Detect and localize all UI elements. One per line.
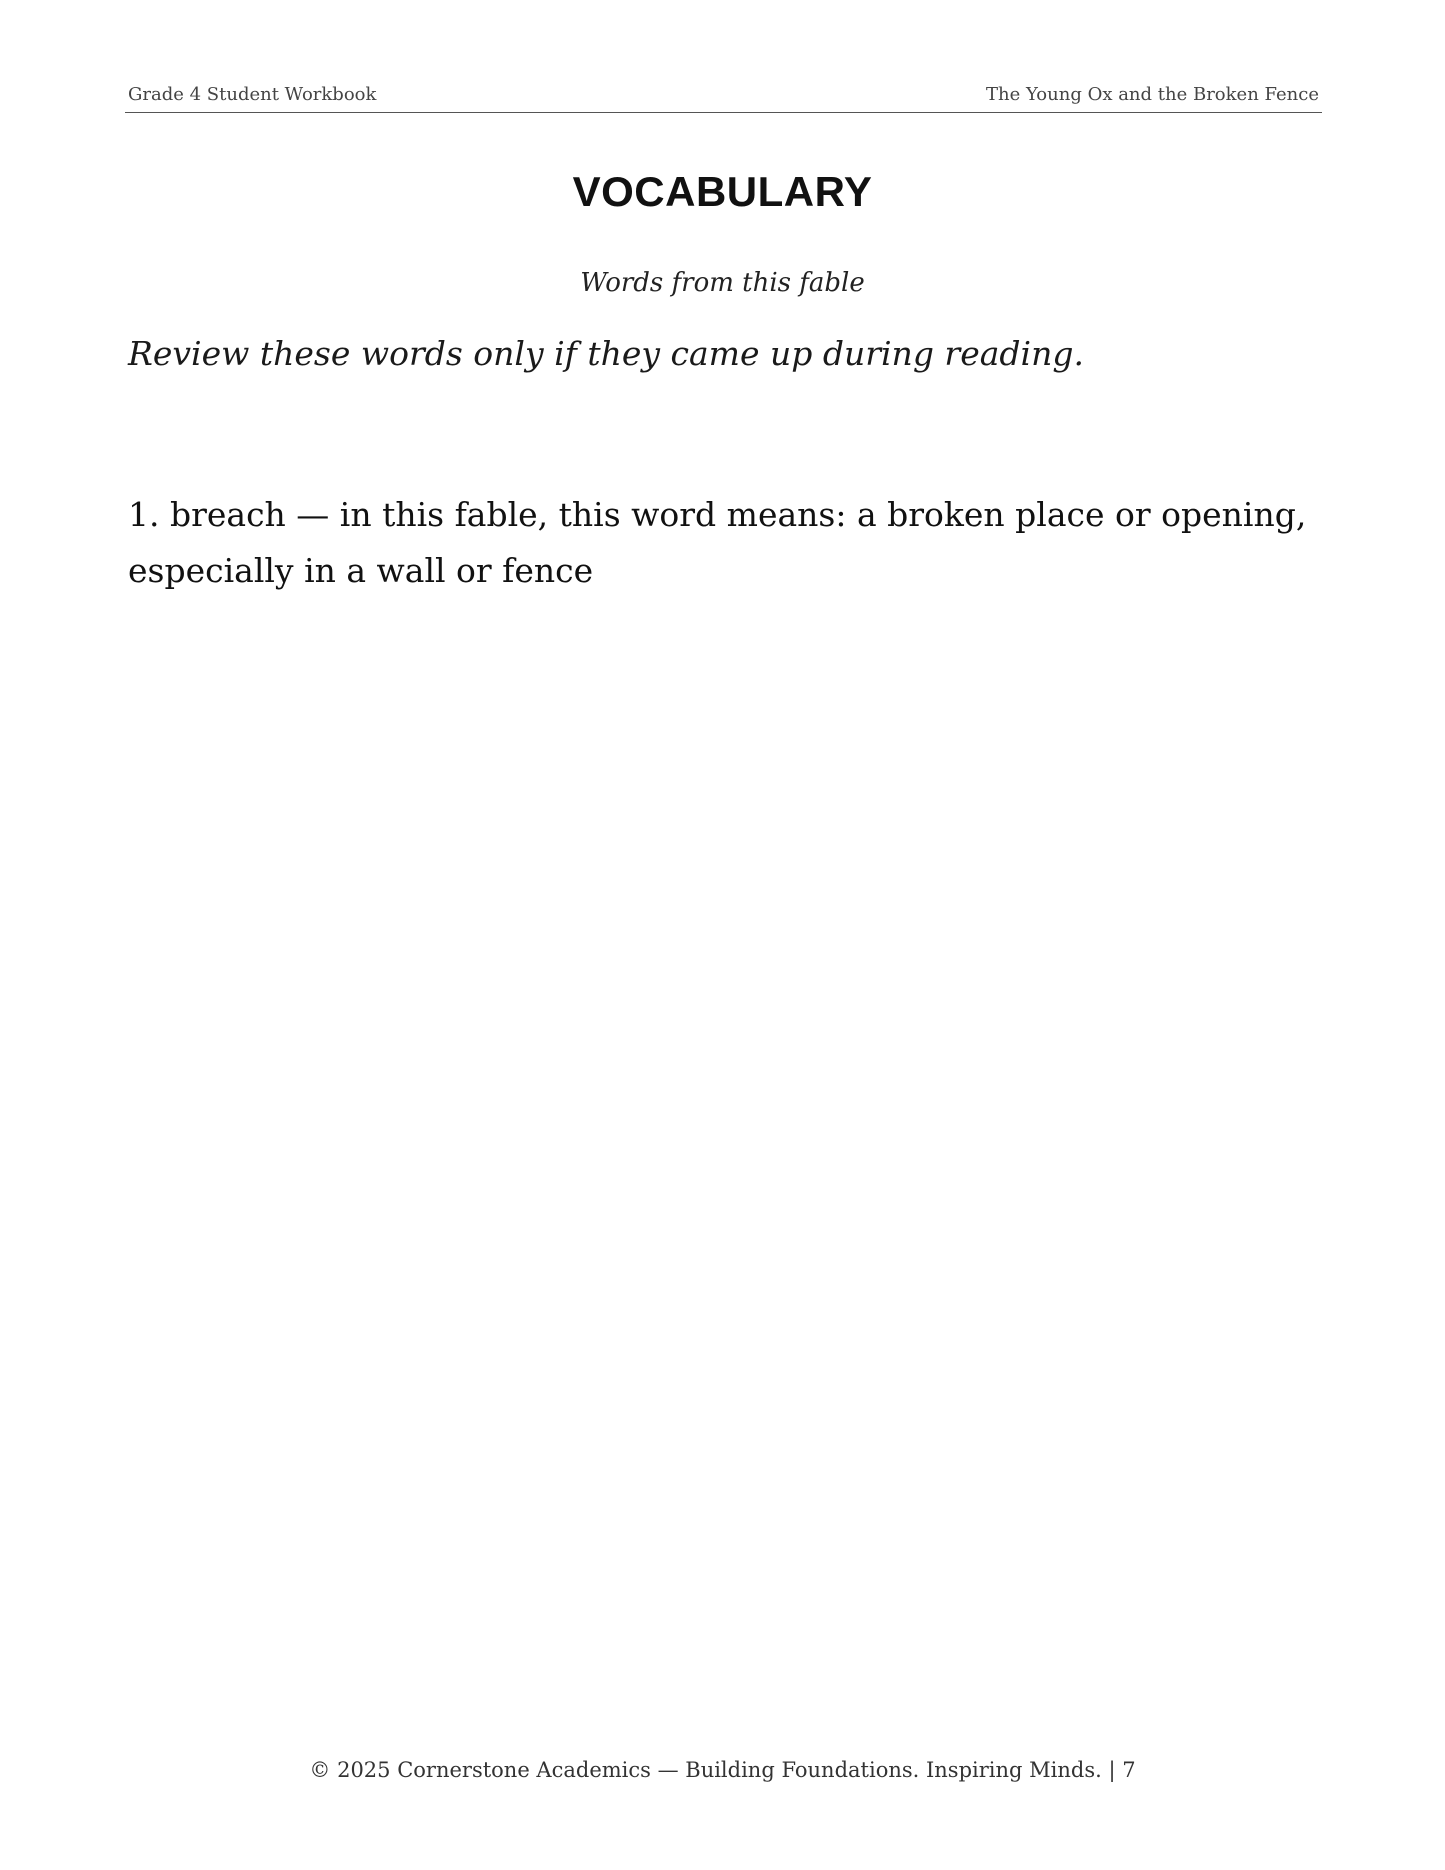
page-footer: © 2025 Cornerstone Academics — Building Foundations. Inspiring Minds. | 7 [309,1758,1136,1782]
header-workbook-label: Grade 4 Student Workbook [128,84,377,105]
header-story-title: The Young Ox and the Broken Fence [986,84,1319,105]
page-subtitle: Words from this fable [580,268,865,298]
page-header [125,80,1322,113]
vocabulary-list [128,487,1308,599]
instruction-text: Review these words only if they came up during reading. [128,334,1084,373]
page-title: VOCABULARY [572,168,873,215]
vocabulary-item: 1. breach — in this fable, this word means: a broken place or opening, especially in a wall or fence [128,495,1307,590]
